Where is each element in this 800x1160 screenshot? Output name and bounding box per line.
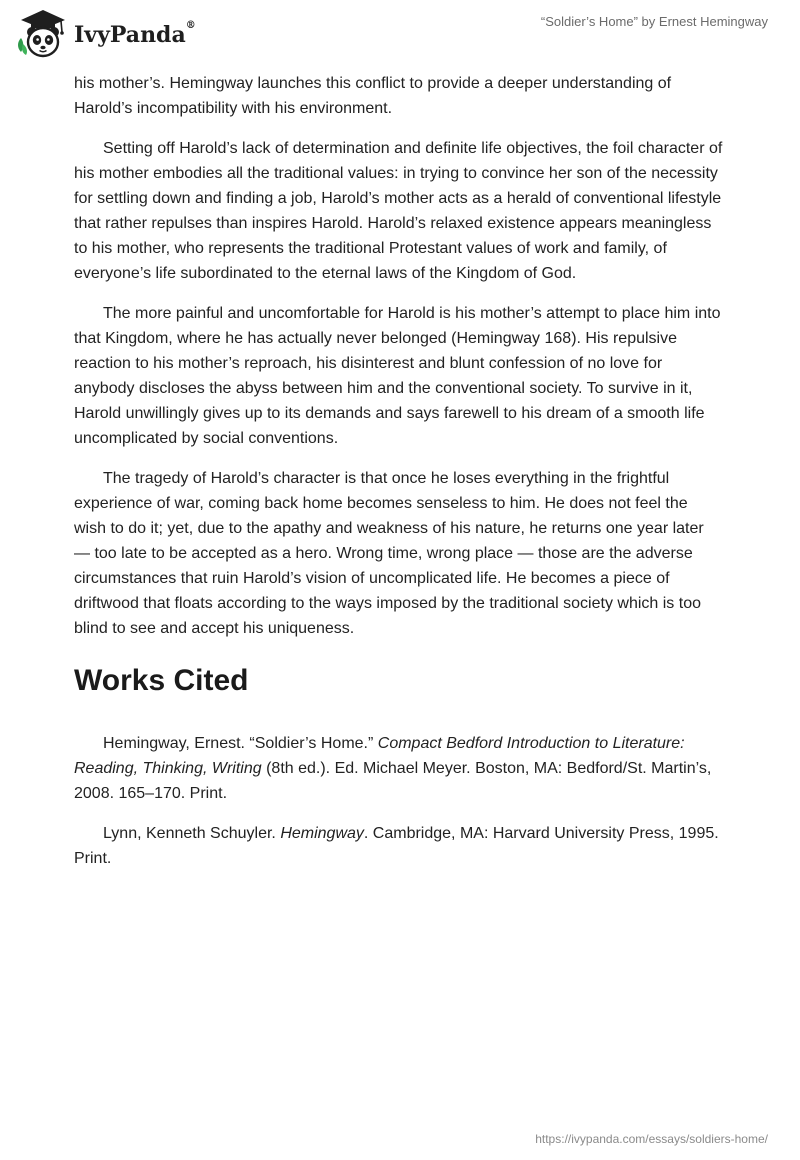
citation-text: . Cambridge, MA: Harvard University Press, 1995. Print. [74,825,719,867]
registered-mark: ® [185,20,196,31]
citation-text: Hemingway, Ernest. “Soldier’s Home.” [103,735,378,752]
paragraph-continuation: his mother’s. Hemingway launches this conflict to provide a deeper understanding of Harold’s incompatibility with his environment. [74,75,672,117]
citation-entry [74,821,724,871]
paragraph: The tragedy of Harold’s character is that once he loses everything in the frightful experience of war, coming back home becomes senseless to him. He does not feel the wish to do it; yet, due to the apathy and weakness of his nature, he returns one year later — too late to be accepted as a hero. Wrong time, wrong place — those are the adverse circumstances that ruin Harold’s vision of uncomplicated life. He becomes a piece of driftwood that floats according to the ways imposed by the traditional society which is too blind to see and accept his uniqueness. [74,470,704,637]
citation-text: (8th ed.). Ed. Michael Meyer. Boston, MA: Bedford/St. Martin’s, 2008. 165–170. Print. [74,760,712,802]
source-url-link[interactable]: https://ivypanda.com/essays/soldiers-home/ [535,1132,768,1146]
page-header [0,0,800,70]
paragraph: Setting off Harold’s lack of determination and definite life objectives, the foil character of his mother embodies all the traditional values: in trying to convince her son of the necessity for settling down and finding a job, Harold’s mother acts as a herald of conventional lifestyle that rather repulses than inspires Harold. Harold’s relaxed existence appears meaningless to his mother, who represents the traditional Protestant values of work and family, of everyone’s life subordinated to the eternal laws of the Kingdom of God. [74,140,723,282]
citation-title: Hemingway [280,825,364,842]
essay-content [74,71,724,886]
panda-graduate-icon [15,8,71,60]
works-cited-heading: Works Cited [74,664,249,697]
running-title: “Soldier’s Home” by Ernest Hemingway [540,14,768,29]
citation-text: Lynn, Kenneth Schuyler. [103,825,281,842]
paragraph: The more painful and uncomfortable for Harold is his mother’s attempt to place him into that Kingdom, where he has actually never belonged (Hemingway 168). His repulsive reaction to his mother’s reproach, his disinterest and blunt confession of no love for anybody discloses the abyss between him and the conventional society. To survive in it, Harold unwillingly gives up to its demands and says farewell to his dream of a smooth life uncomplicated by social conventions. [74,305,721,447]
citation-entry [74,731,724,806]
brand-name: IvyPanda® [74,20,196,48]
ivypanda-logo[interactable] [15,8,196,60]
citation-title: Compact Bedford Introduction to Literature: Reading, Thinking, Writing [74,735,685,777]
